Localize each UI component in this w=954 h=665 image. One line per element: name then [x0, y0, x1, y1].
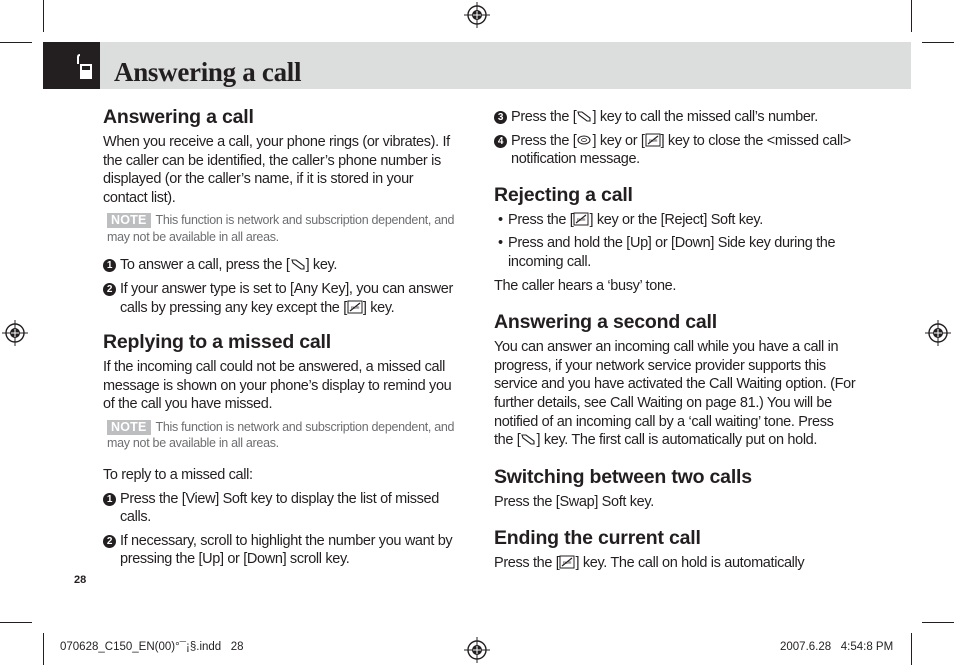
crop-mark [911, 633, 912, 665]
body-text: Press the [ [494, 555, 560, 572]
registration-mark-icon [925, 320, 951, 346]
list-item-text: If necessary, scroll to highlight the number you want by pressing the [Up] or [Down] scroll key. [120, 532, 453, 568]
page-number: 28 [74, 574, 87, 586]
left-column [103, 104, 461, 569]
step-number: 3 [494, 111, 507, 124]
list-item [494, 108, 856, 127]
phone-tab-icon [76, 54, 96, 80]
note-box [107, 419, 461, 452]
list-item-text: If your answer type is set to [Any Key], you can answer calls by pressing any key except the [ [120, 280, 453, 316]
answering-intro: When you receive a call, your phone rings (or vibrates). If the caller can be identified, the caller’s phone number is displayed (or the caller’s name, if it is stored in your contact list). [103, 134, 450, 206]
note-label: NOTE [107, 213, 151, 228]
rejecting-after: The caller hears a ‘busy’ tone. [494, 277, 677, 294]
section-title-second-call: Answering a second call [494, 311, 717, 334]
crop-mark [922, 622, 954, 623]
note-label: NOTE [107, 420, 151, 435]
list-item-text: ] key or the [Reject] Soft key. [589, 211, 763, 228]
step-number: 1 [103, 493, 116, 506]
second-call-body [494, 338, 856, 450]
print-slug-date: 2007.6.28 4:54:8 PM [780, 641, 894, 653]
list-item-text: Press the [ [508, 211, 574, 228]
list-item-text: Press the [ [511, 132, 577, 149]
section-title-answering: Answering a call [103, 106, 254, 128]
list-item-text: ] key. [362, 299, 395, 316]
svg-text:PWR: PWR [648, 137, 657, 143]
registration-mark-icon [464, 2, 490, 28]
list-item-text: Press the [View] Soft key to display the list of missed calls. [120, 490, 439, 526]
svg-text:PWR: PWR [350, 304, 360, 310]
step-number: 2 [103, 535, 116, 548]
send-key-icon [520, 432, 536, 446]
crop-mark [0, 42, 32, 43]
list-item [103, 280, 461, 317]
send-key-icon [290, 257, 306, 271]
list-item-text: ] key or [ [592, 132, 645, 149]
header-tab [43, 42, 100, 89]
list-item-text: ] key. [305, 257, 338, 274]
page-title: Answering a call [114, 57, 302, 87]
send-key-icon [576, 109, 592, 123]
note-text: This function is network and subscription dependent, and may not be available in all areas. [107, 419, 455, 451]
bullet-item [494, 234, 856, 271]
step-number: 2 [103, 283, 116, 296]
list-item-text: Press and hold the [Up] or [Down] Side key during the incoming call. [508, 235, 836, 270]
end-power-key-icon [347, 300, 363, 314]
crop-mark [0, 622, 32, 623]
list-item-text: Press the [ [511, 109, 577, 125]
bullet-mark: • [498, 235, 503, 252]
end-power-key-icon [559, 555, 575, 569]
list-item-text: ] key to close the <missed call> notification message. [511, 132, 851, 168]
crop-mark [911, 0, 912, 32]
list-item-text: To answer a call, press the [ [120, 257, 290, 274]
list-item [494, 132, 856, 169]
section-title-ending: Ending the current call [494, 527, 701, 550]
bullet-mark: • [498, 211, 503, 228]
note-box [107, 212, 461, 245]
crop-mark [43, 633, 44, 665]
ok-key-icon [576, 133, 592, 147]
crop-mark [43, 0, 44, 32]
missed-lead: To reply to a missed call: [103, 466, 253, 483]
list-item-text: ] key to call the missed call’s number. [592, 109, 818, 125]
body-text: You can answer an incoming call while you have a call in progress, if your network service provider supports this service and you have activated the Call Waiting option. (For further details, see Call Waiting on page 81.) You will be notified of an incoming call by a ‘call waiting’ tone. Press the [ [494, 339, 856, 449]
list-item [103, 532, 461, 569]
crop-mark [922, 42, 954, 43]
end-power-key-icon [645, 133, 661, 147]
section-title-missed: Replying to a missed call [103, 331, 331, 354]
section-title-rejecting: Rejecting a call [494, 183, 633, 206]
section-title-switching: Switching between two calls [494, 465, 752, 488]
print-slug-file: 070628_C150_EN(00)°¯¡§.indd 28 [60, 641, 244, 653]
body-text: ] key. The call on hold is automatically [575, 555, 805, 572]
end-power-key-icon [573, 212, 589, 226]
list-item [103, 256, 461, 275]
switching-body: Press the [Swap] Soft key. [494, 493, 654, 510]
ending-body [494, 554, 856, 573]
svg-text:PWR: PWR [563, 560, 572, 566]
registration-mark-icon [464, 637, 490, 663]
list-item [103, 490, 461, 527]
right-column [494, 104, 856, 573]
body-text: ] key. The first call is automatically put on hold. [536, 432, 818, 449]
step-number: 4 [494, 135, 507, 148]
note-text: This function is network and subscription dependent, and may not be available in all areas. [107, 213, 455, 244]
missed-intro: If the incoming call could not be answered, a missed call message is shown on your phone’s display to remind you of the call you have missed. [103, 359, 452, 413]
step-number: 1 [103, 259, 116, 272]
bullet-item [494, 211, 856, 230]
registration-mark-icon [2, 320, 28, 346]
svg-text:PWR: PWR [577, 216, 586, 222]
